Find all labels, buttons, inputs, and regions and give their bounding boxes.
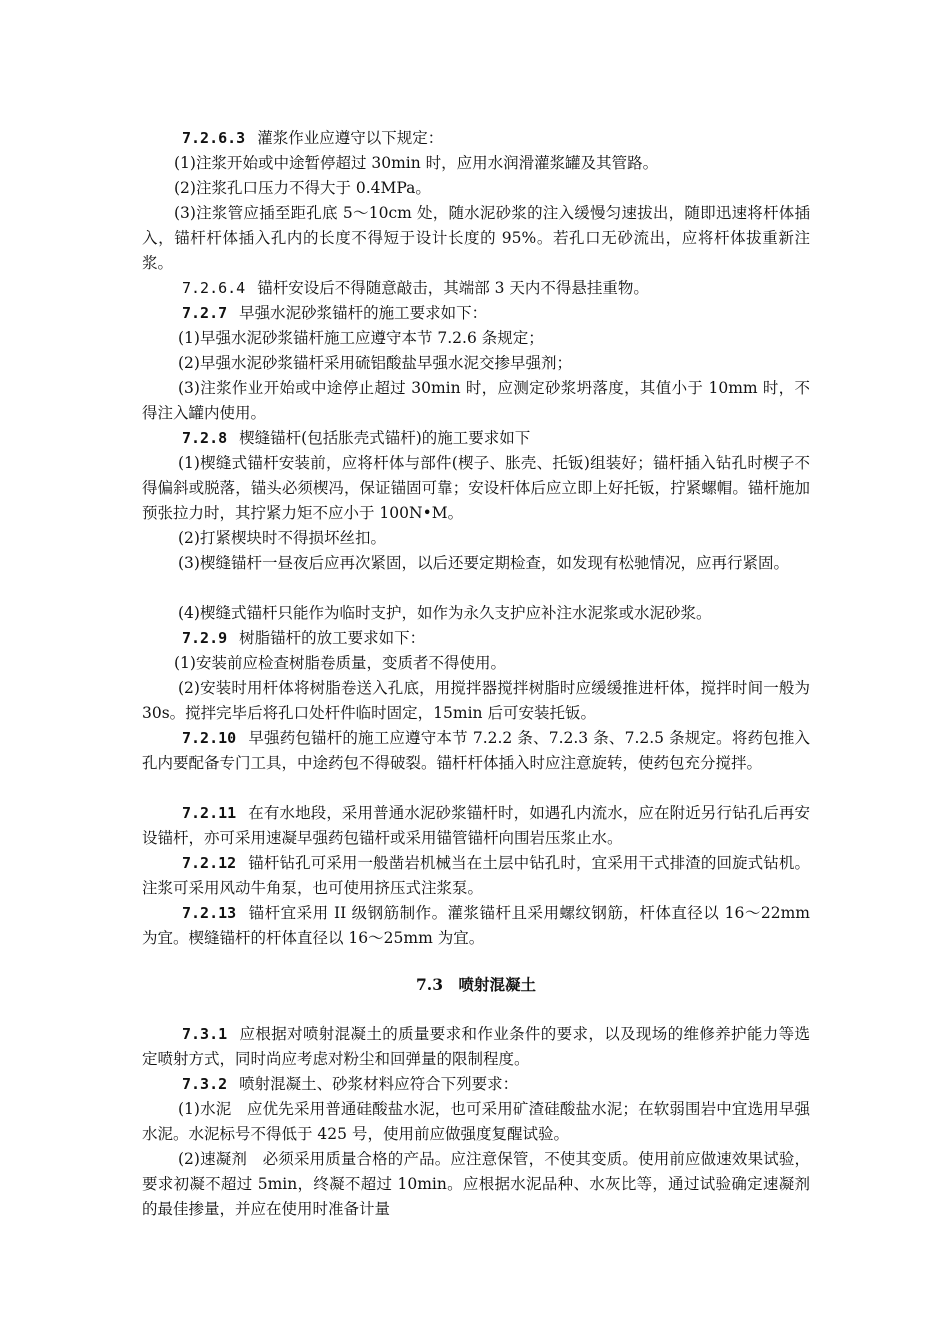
paragraph-7-2-11: 7.2.11 在有水地段，采用普通水泥砂浆锚杆时，如遇孔内流水，应在附近另行钻孔后再安设锚杆，亦可采用速凝早强药包锚杆或采用锚管锚杆向围岩压浆止水。 (142, 804, 810, 847)
paragraph-7-2-10: 7.2.10 早强药包锚杆的施工应遵守本节 7.2.2 条、7.2.3 条、7.2.5 条规定。将药包推入孔内要配备专门工具，中途药包不得破裂。锚杆杆体插入时应注意旋转，使药包充分搅拌。 (142, 729, 810, 772)
paragraph-7-3-2: 7.3.2 喷射混凝土、砂浆材料应符合下列要求： (182, 1075, 519, 1093)
paragraph-7-2-8: 7.2.8 楔缝锚杆(包括胀壳式锚杆)的施工要求如下 (182, 429, 531, 447)
paragraph-7-2-9: 7.2.9 树脂锚杆的放工要求如下： (182, 629, 426, 647)
paragraph: (1)安装前应检查树脂卷质量，变质者不得使用。 (174, 654, 506, 672)
paragraph: (1)早强水泥砂浆锚杆施工应遵守本节 7.2.6 条规定； (178, 329, 544, 347)
paragraph-7-2-7: 7.2.7 早强水泥砂浆锚杆的施工要求如下： (182, 304, 488, 322)
paragraph-7-2-6-3: 7.2.6.3 灌浆作业应遵守以下规定： (182, 129, 444, 147)
paragraph: (3)注浆管应插至距孔底 5～10cm 处，随水泥砂浆的注入缓慢匀速拔出，随即迅速将杆体插入，锚杆杆体插入孔内的长度不得短于设计长度的 95%。若孔口无砂流出，应将杆体拔重新注浆。 (142, 204, 810, 272)
paragraph: (2)打紧楔块时不得损坏丝扣。 (178, 529, 386, 547)
paragraph-7-2-6-4: 7.2.6.4 锚杆安设后不得随意敲击，其端部 3 天内不得悬挂重物。 (182, 279, 649, 297)
paragraph-7-3-1: 7.3.1 应根据对喷射混凝土的质量要求和作业条件的要求，以及现场的维修养护能力等选定喷射方式，同时尚应考虑对粉尘和回弹量的限制程度。 (142, 1025, 810, 1068)
paragraph: (1)注浆开始或中途暂停超过 30min 时，应用水润滑灌浆罐及其管路。 (174, 154, 659, 172)
paragraph: (1)水泥 应优先采用普通硅酸盐水泥，也可采用矿渣硅酸盐水泥；在软弱围岩中宜选用早强水泥。水泥标号不得低于 425 号，使用前应做强度复醒试验。 (142, 1100, 810, 1143)
paragraph: (2)安装时用杆体将树脂卷送入孔底，用搅拌器搅拌树脂时应缓缓推进杆体，搅拌时间一般为 30s。搅拌完毕后将孔口处杆件临时固定，15min 后可安装托钣。 (142, 679, 810, 722)
paragraph-7-2-12: 7.2.12 锚杆钻孔可采用一般凿岩机械当在土层中钻孔时，宜采用干式排渣的回旋式钻机。注浆可采用风动牛角泵，也可使用挤压式注浆泵。 (142, 854, 810, 897)
paragraph-7-2-13: 7.2.13 锚杆宜采用 II 级钢筋制作。灌浆锚杆且采用螺纹钢筋，杆体直径以 16～22mm 为宜。楔缝锚杆的杆体直径以 16～25mm 为宜。 (142, 904, 810, 947)
paragraph: (1)楔缝式锚杆安装前，应将杆体与部件(楔子、胀壳、托钣)组装好；锚杆插入钻孔时楔子不得偏斜或脱落，锚头必须楔冯，保证锚固可靠；安设杆体后应立即上好托钣，拧紧螺帽。锚杆施加预张拉力时，其拧紧力矩不应小于 100N•M。 (142, 454, 810, 522)
paragraph: (2)早强水泥砂浆锚杆采用硫铝酸盐早强水泥交掺早强剂； (178, 354, 572, 372)
paragraph: (4)楔缝式锚杆只能作为临时支护，如作为永久支护应补注水泥浆或水泥砂浆。 (178, 604, 712, 622)
paragraph: (3)注浆作业开始或中途停止超过 30min 时，应测定砂浆坍落度，其值小于 10mm 时，不得注入罐内使用。 (142, 379, 810, 422)
paragraph: (2)速凝剂 必须采用质量合格的产品。应注意保管，不使其变质。使用前应做速效果试验，要求初凝不超过 5min，终凝不超过 10min。应根据水泥品种、水灰比等，通过试验确定速凝剂的最佳掺量，并应在使用时准备计量 (142, 1150, 810, 1218)
section-heading-7-3: 7.3 喷射混凝土 (416, 975, 536, 994)
paragraph: (3)楔缝锚杆一昼夜后应再次紧固，以后还要定期检查，如发现有松驰情况，应再行紧固。 (178, 554, 789, 572)
paragraph: (2)注浆孔口压力不得大于 0.4MPa。 (174, 179, 431, 197)
